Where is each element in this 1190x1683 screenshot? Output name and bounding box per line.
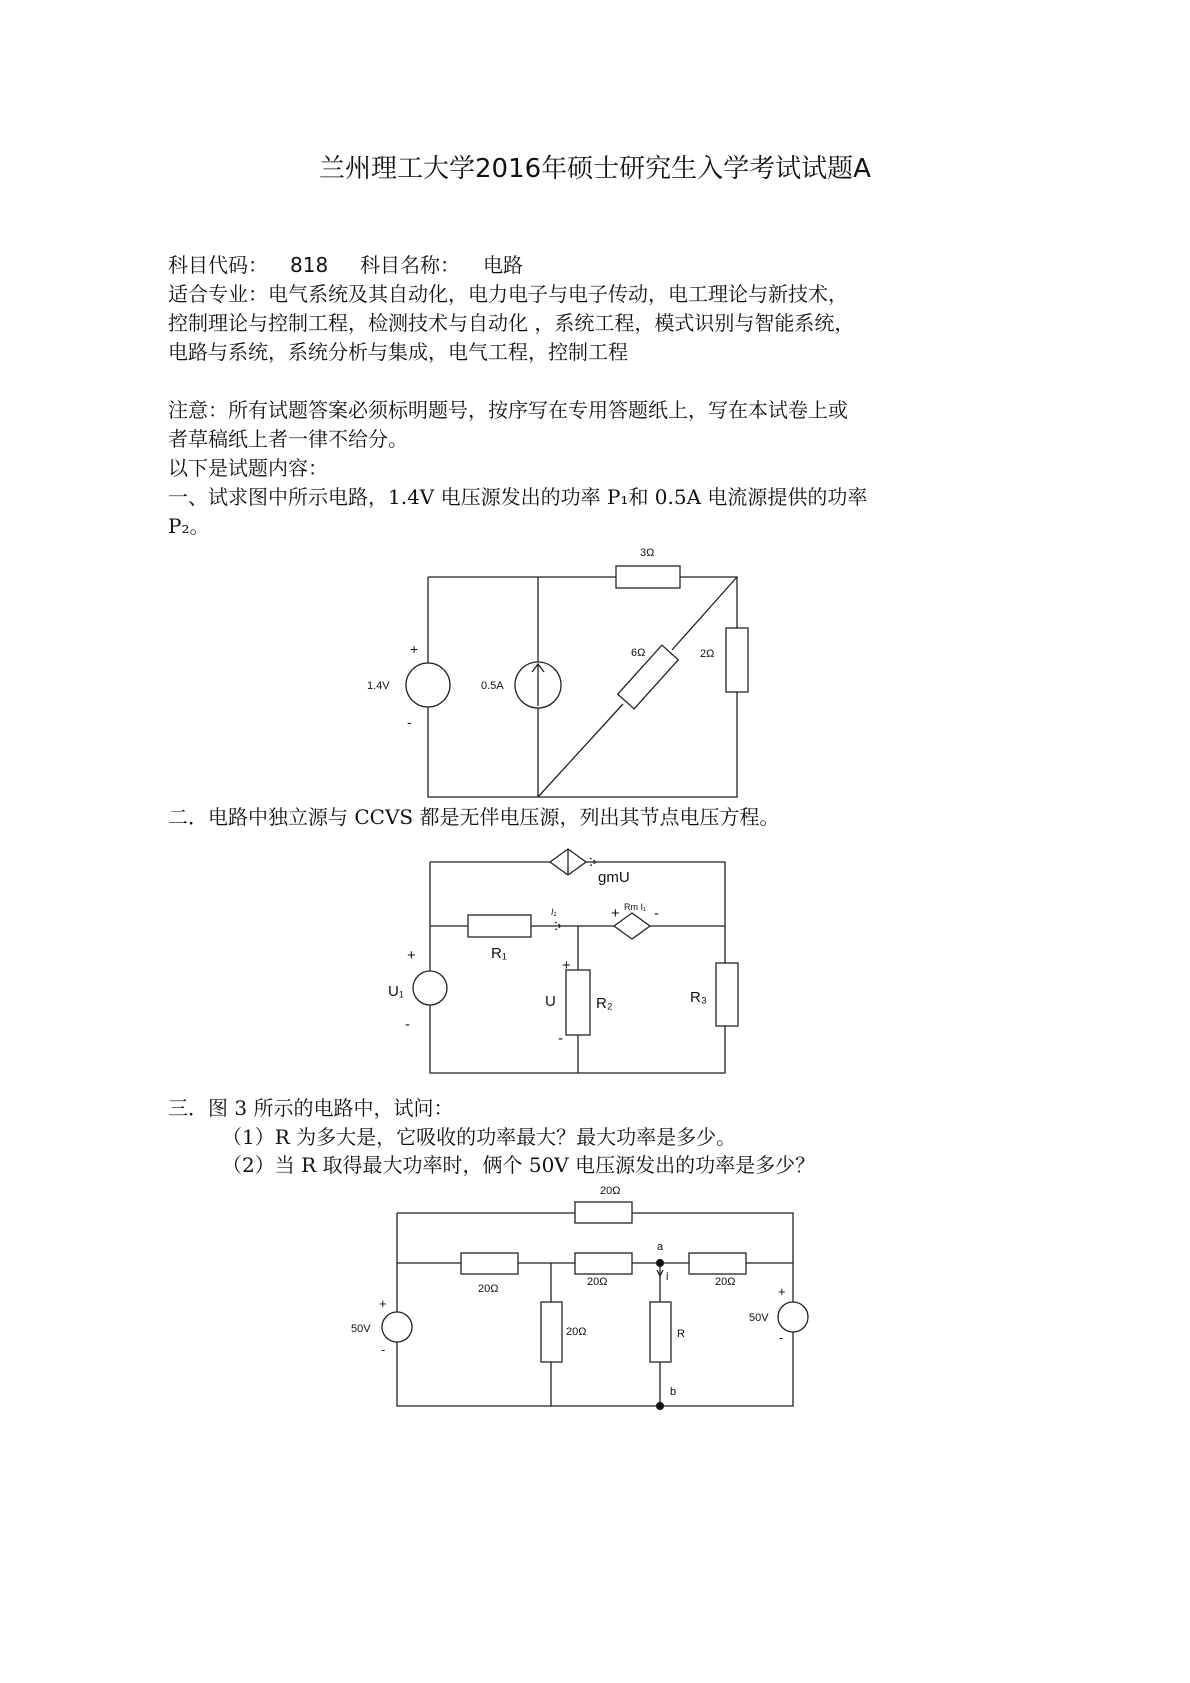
subject-name: 电路 xyxy=(483,253,523,277)
plus-sign: + xyxy=(778,1284,786,1299)
minus-sign: - xyxy=(558,1030,563,1047)
subject-code-label: 科目代码： xyxy=(168,253,268,277)
label-3ohm: 3Ω xyxy=(640,547,655,559)
label-r1: R₁ xyxy=(491,945,507,962)
label-20ohm: 20Ω xyxy=(715,1276,736,1288)
subject-code: 818 xyxy=(290,253,329,277)
voltage-source-left-icon xyxy=(382,1312,412,1342)
label-a: a xyxy=(657,1241,664,1253)
node-b xyxy=(657,1403,664,1410)
label-6ohm: 6Ω xyxy=(631,647,646,659)
resistor-20ohm xyxy=(461,1253,518,1274)
label-0-5a: 0.5A xyxy=(481,680,504,692)
minus-sign: - xyxy=(779,1330,784,1345)
q2-text: 二．电路中独立源与 CCVS 都是无伴电压源，列出其节点电压方程。 xyxy=(168,805,780,829)
minus-sign: - xyxy=(381,1342,386,1357)
label-20ohm: 20Ω xyxy=(478,1283,499,1295)
label-r: R xyxy=(677,1328,685,1340)
label-u1: U₁ xyxy=(388,983,404,1000)
page-title: 兰州理工大学2016年硕士研究生入学考试试题A xyxy=(319,154,871,184)
label-i1: I₁ xyxy=(551,907,557,917)
resistor-r xyxy=(650,1302,671,1362)
label-u: U xyxy=(545,993,556,1010)
notice-line: 注意：所有试题答案必须标明题号，按序写在专用答题纸上，写在本试卷上或 xyxy=(168,398,848,422)
resistor-20ohm-top xyxy=(575,1202,632,1223)
minus-sign: - xyxy=(654,905,659,922)
resistor-20ohm xyxy=(575,1253,632,1274)
plus-sign: + xyxy=(562,957,571,974)
resistor-20ohm-vertical xyxy=(541,1302,562,1362)
plus-sign: + xyxy=(407,947,416,964)
minus-sign: - xyxy=(407,714,412,730)
resistor-20ohm xyxy=(689,1253,746,1274)
subject-name-label: 科目名称： xyxy=(360,253,460,277)
label-b: b xyxy=(670,1386,677,1398)
plus-sign: + xyxy=(379,1296,387,1311)
q3-sub2: （2）当 R 取得最大功率时，俩个 50V 电压源发出的功率是多少？ xyxy=(222,1153,816,1177)
majors-line: 适合专业：电气系统及其自动化，电力电子与电子传动，电工理论与新技术， xyxy=(168,282,848,306)
label-20ohm: 20Ω xyxy=(600,1185,621,1197)
label-r3: R₃ xyxy=(690,989,707,1006)
q1-text: P₂。 xyxy=(168,514,210,538)
majors-line: 控制理论与控制工程，检测技术与自动化 ，系统工程，模式识别与智能系统， xyxy=(168,311,855,335)
label-20ohm: 20Ω xyxy=(587,1276,608,1288)
q3-text: 三．图 3 所示的电路中，试问： xyxy=(168,1096,454,1120)
notice-line: 者草稿纸上者一律不给分。 xyxy=(168,427,408,451)
q1-text: 一、试求图中所示电路，1.4V 电压源发出的功率 P₁和 0.5A 电流源提供的功率 xyxy=(168,485,868,509)
node-a xyxy=(657,1260,664,1267)
label-20ohm: 20Ω xyxy=(566,1326,587,1338)
label-r2: R₂ xyxy=(596,995,613,1012)
q3-sub1: （1）R 为多大是，它吸收的功率最大？最大功率是多少。 xyxy=(222,1125,737,1149)
voltage-source-right-icon xyxy=(778,1302,808,1332)
label-gmu: gmU xyxy=(598,869,630,886)
label-i: i xyxy=(666,1271,669,1283)
label-2ohm: 2Ω xyxy=(700,648,715,660)
minus-sign: - xyxy=(405,1016,410,1033)
plus-sign: + xyxy=(611,905,620,922)
label-50v-right: 50V xyxy=(749,1312,769,1324)
label-50v-left: 50V xyxy=(351,1323,371,1335)
label-1-4v: 1.4V xyxy=(367,680,390,692)
intro-text: 以下是试题内容： xyxy=(168,456,328,480)
label-rm-i1: Rm I₁ xyxy=(624,902,647,912)
majors-line: 电路与系统，系统分析与集成，电气工程，控制工程 xyxy=(168,340,628,364)
plus-sign: + xyxy=(410,641,419,657)
